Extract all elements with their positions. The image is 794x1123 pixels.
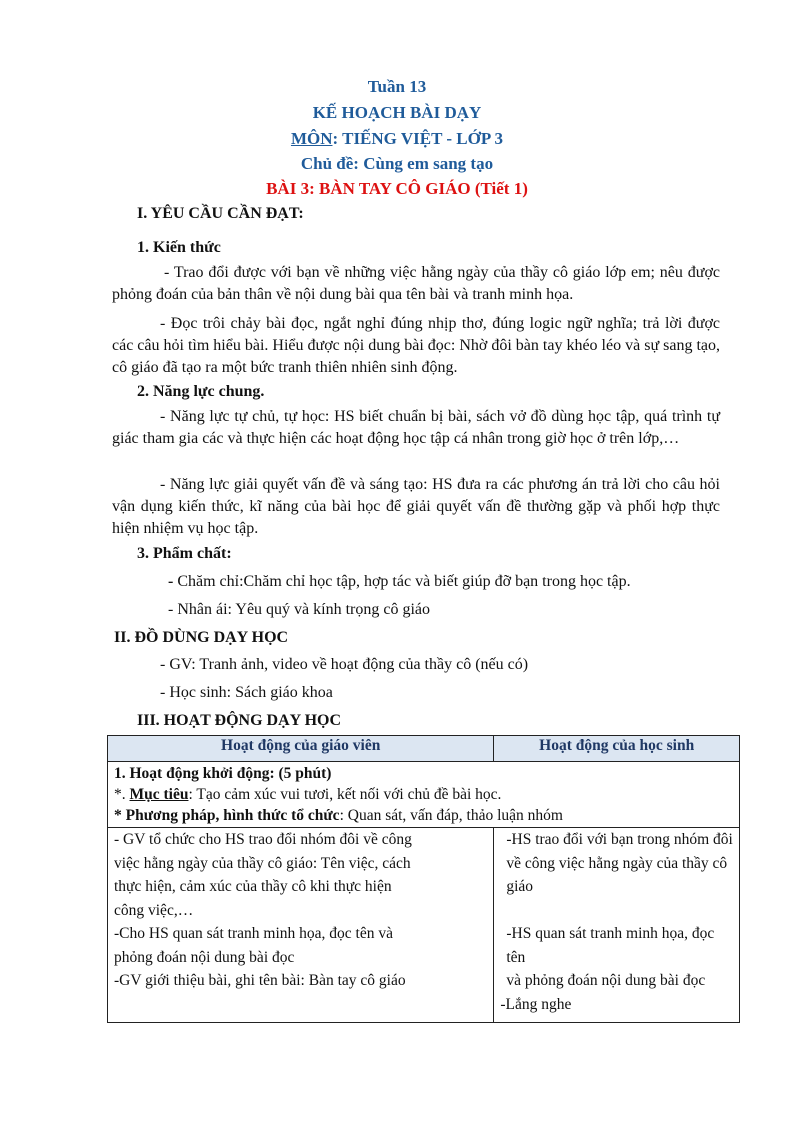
student-line-blank [506,899,733,923]
section-2-title: II. ĐỒ DÙNG DẠY HỌC [114,629,289,646]
knowledge-heading: 1. Kiến thức [137,239,221,256]
quality-heading: 3. Phẩm chất: [137,545,232,562]
goal-line [114,784,733,805]
quality-dash: - [168,573,178,590]
student-line: và phỏng đoán nội dung bài đọc [506,972,706,989]
materials-item-2: - Học sinh: Sách giáo khoa [160,684,333,701]
competence-paragraph-2: - Năng lực giải quyết vấn đề và sáng tạo: HS đưa ra các phương án trả lời cho câu hỏi vận dụng kiến thức, kĩ năng của bài học để giải quyết vấn đề thường gặp và phối hợp thực hiện nhiệm vụ học tập. [112,476,720,537]
student-line: -HS quan sát tranh minh họa, đọc tên [506,925,715,966]
col-student-header: Hoạt động của học sinh [494,736,740,762]
week-label: Tuần 13 [367,77,427,96]
plan-title: KẾ HOẠCH BÀI DẠY [312,103,482,122]
knowledge-paragraph-2: - Đọc trôi chảy bài đọc, ngắt nghỉ đúng nhịp thơ, đúng logic ngữ nghĩa; trả lời được các câu hỏi tìm hiểu bài. Hiểu được nội dung bài đọc: Nhờ đôi bàn tay khéo léo và sự sang tạo, cô giáo đã tạo ra một bức tranh thiên nhiên sinh động. [112,315,720,376]
student-line: giáo [506,878,534,895]
section-1-title: I. YÊU CẦU CẦN ĐẠT: [137,205,304,222]
goal-text: : Tạo cảm xúc vui tươi, kết nối với chủ đề bài học. [188,786,502,803]
materials-item-1: - GV: Tranh ảnh, video về hoạt động của thầy cô (nếu có) [160,656,529,673]
subject-line [0,129,794,149]
col-teacher-header: Hoạt động của giáo viên [108,736,494,762]
student-line: -Lắng nghe [500,995,572,1013]
teacher-line: thực hiện, cảm xúc của thầy cô khi thực hiện [114,878,392,895]
goal-label: Mục tiêu [129,786,189,803]
quality-item-2: - Nhân ái: Yêu quý và kính trọng cô giáo [168,601,431,618]
teacher-line: công việc,… [114,901,194,919]
quality-item-1-text: Chăm chỉ:Chăm chỉ học tập, hợp tác và biết giúp đỡ bạn trong học tập. [177,573,631,590]
table-header-row [108,736,740,762]
teacher-line: phỏng đoán nội dung bài đọc [114,948,295,966]
goal-prefix: *. [114,786,130,803]
student-line: về công việc hằng ngày của thầy cô [506,854,728,872]
topic-line: Chủ đề: Cùng em sang tạo [300,154,494,173]
subject-rest: : TIẾNG VIỆT - LỚP 3 [332,129,504,148]
student-line: -HS trao đổi với bạn trong nhóm đôi [506,831,733,848]
activity-table [107,735,740,1023]
activity-title: 1. Hoạt động khởi động: (5 phút) [114,765,332,782]
method-text: : Quan sát, vấn đáp, thảo luận nhóm [339,807,563,824]
lesson-title: BÀI 3: BÀN TAY CÔ GIÁO (Tiết 1) [266,179,528,198]
teacher-line: -Cho HS quan sát tranh minh họa, đọc tên và [114,925,393,942]
teacher-line: - GV tổ chức cho HS trao đổi nhóm đôi về công [114,831,412,848]
method-line [114,805,733,826]
quality-item-1 [168,572,631,592]
competence-heading: 2. Năng lực chung. [137,383,265,400]
student-activity-cell [494,828,740,1023]
activity-info-row [108,762,740,828]
activity-info-cell [108,762,740,828]
section-3-title: III. HOẠT ĐỘNG DẠY HỌC [137,712,342,729]
teacher-activity-cell [108,828,494,1023]
subject-prefix: MÔN [290,129,333,148]
knowledge-paragraph-1: - Trao đổi được với bạn về những việc hằng ngày của thầy cô giáo lớp em; nêu được phỏng đoán của bản thân về nội dung bài qua tên bài và tranh minh họa. [112,264,720,303]
method-label: * Phương pháp, hình thức tổ chức [114,807,340,824]
competence-paragraph-1: - Năng lực tự chủ, tự học: HS biết chuẩn bị bài, sách vở đồ dùng học tập, quá trình tự giác tham gia các và thực hiện các hoạt động học tập cá nhân trong giờ học ở trên lớp,… [112,408,720,447]
teacher-line: -GV giới thiệu bài, ghi tên bài: Bàn tay cô giáo [114,972,406,989]
activity-detail-row [108,828,740,1023]
teacher-line: việc hằng ngày của thầy cô giáo: Tên việc, cách [114,854,411,872]
